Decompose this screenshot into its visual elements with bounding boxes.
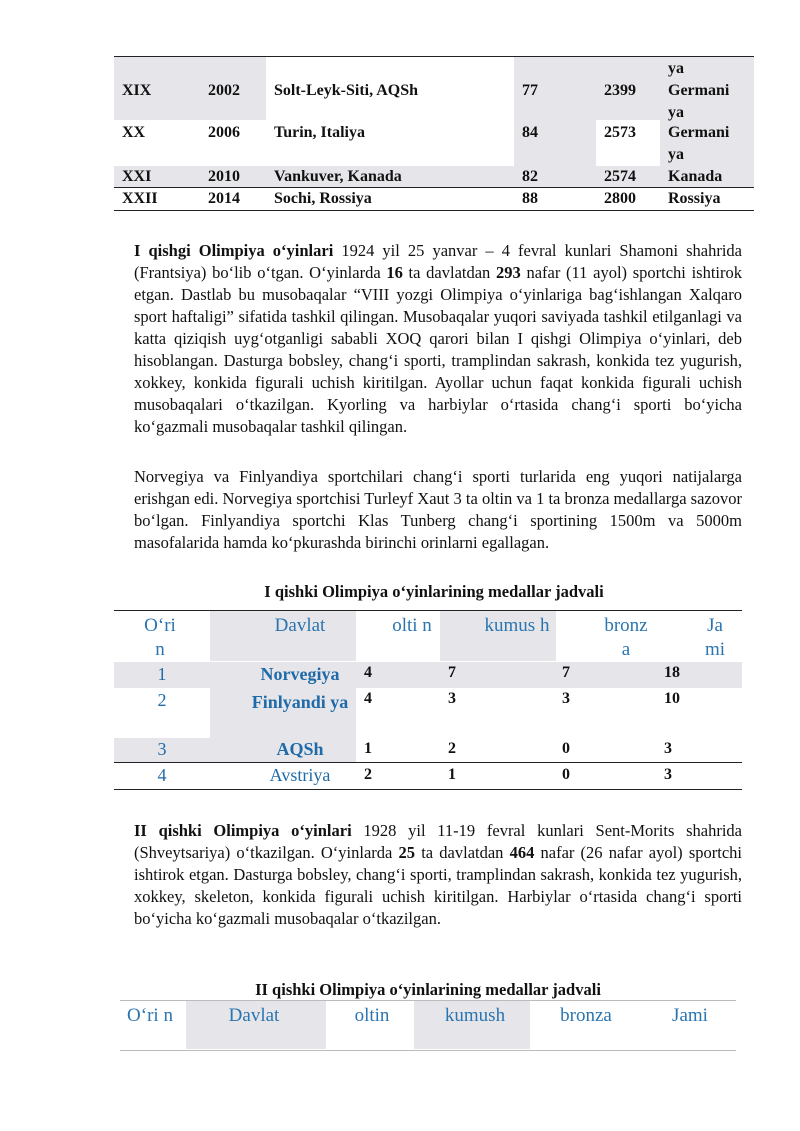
cell-countries: [514, 56, 596, 60]
table-row: [114, 76, 746, 124]
cell-city: [266, 56, 514, 60]
cell-leader: Rossiya: [668, 190, 721, 207]
cell-city: Solt-Leyk-Siti, AQSh: [274, 82, 419, 99]
cell-athletes: 2399: [604, 82, 636, 99]
table-row: [114, 118, 746, 166]
cell-total: 3: [664, 740, 672, 757]
cell-leader: ya: [668, 60, 684, 77]
table-caption: II qishki Olimpiya o‘yinlarining medallar jadvali: [255, 980, 601, 999]
table-row: [114, 184, 754, 210]
cell-countries: 77: [522, 82, 538, 99]
cell-countries: 88: [522, 190, 538, 207]
header-country: Davlat: [274, 615, 326, 636]
cell-bronze: 7: [562, 664, 570, 681]
cell-city: Vankuver, Kanada: [274, 168, 402, 185]
table-border-bottom: [120, 1050, 736, 1051]
header-country: Davlat: [228, 1005, 280, 1026]
cell-rank: 2: [157, 690, 167, 710]
header-rank: O‘ri n: [144, 615, 176, 660]
cell-silver: 7: [448, 664, 456, 681]
cell-country: Norvegiya: [260, 664, 340, 684]
cell-bg: [356, 738, 742, 762]
cell-leader: Kanada: [668, 168, 723, 185]
header-total: Jami: [672, 1005, 708, 1026]
cell-total: 3: [664, 766, 672, 783]
cell-year: 2014: [208, 190, 240, 207]
cell-athletes: 2573: [604, 124, 636, 141]
cell-athletes: 2800: [604, 190, 636, 207]
cell-gold: 4: [364, 690, 372, 707]
athlete-count: 293: [496, 263, 521, 282]
paragraph-results: Norvegiya va Finlyandiya sportchilari chang‘i sporti turlarida eng yuqori natijalarga erishgan edi. Norvegiya sportchisi Turleyf Xaut 3 ta oltin va 1 ta bronza medallarga sazovor bo‘lgan. Finlyandiya sportchi Klas Tunberg chang‘i sportining 1500m va 5000m masofalarida hamda ko‘pkurashda birinchi orinlarni egallagan.: [134, 467, 742, 552]
header-silver: kumush: [444, 1005, 506, 1026]
cell-gold: 4: [364, 664, 372, 681]
cell-num: XX: [122, 124, 146, 141]
cell-rank: 1: [157, 664, 167, 684]
paragraph-heading: I qishgi Olimpiya o‘yinlari: [134, 241, 334, 260]
table-border-bottom: [114, 789, 742, 790]
cell-bronze: 0: [562, 740, 570, 757]
cell-silver: 2: [448, 740, 456, 757]
cell-silver: 1: [448, 766, 456, 783]
cell-countries: 82: [522, 168, 538, 185]
text-span: 1924 yil 25 yanvar – 4 fevral kunlari Shamoni shahrida (Frantsiya) bo‘lib o‘tgan. O‘yinlarda: [134, 241, 742, 282]
cell-total: 18: [664, 664, 680, 681]
cell-city: Turin, Italiya: [274, 124, 365, 141]
cell-num: [114, 56, 200, 60]
cell-rank: 3: [157, 739, 167, 759]
header-total: Ja mi: [704, 615, 726, 660]
cell-total: 10: [664, 690, 680, 707]
cell-year: [200, 56, 266, 60]
cell-bronze: 0: [562, 766, 570, 783]
athlete-count: 464: [509, 843, 535, 862]
text-span: ta davlatdan: [402, 263, 497, 282]
cell-gold: 1: [364, 740, 372, 757]
header-silver: kumus h: [484, 615, 550, 636]
cell-athletes: [596, 56, 660, 60]
paragraph-first-games: [134, 240, 742, 438]
cell-year: 2006: [208, 124, 240, 141]
cell-country: AQSh: [276, 739, 324, 759]
header-gold: olti n: [392, 615, 432, 636]
cell-num: XXII: [122, 190, 158, 207]
header-bronze: bronz a: [604, 615, 648, 660]
text-span: nafar (26 nafar ayol) sportchi ishtirok etgan. Dasturga bobsley, chang‘i sporti, tramplindan sakrash, konkida tez yugurish, xokkey, skeleton, konkida figurali uchish kiritilgan. Harbiylar o‘rtasida chang‘i sporti bo‘yicha ko‘gazmali musobaqalar o‘tkazilgan.: [134, 843, 743, 928]
cell-leader: Germani ya: [668, 82, 730, 121]
paragraph-second-games: [134, 820, 742, 930]
country-count: 25: [398, 843, 416, 862]
table-caption: I qishki Olimpiya o‘yinlarining medallar jadvali: [264, 582, 604, 601]
text-span: ta davlatdan: [415, 843, 510, 862]
text-span: 1928 yil 11-19 fevral kunlari Sent-Morits shahrida (Shveytsariya) o‘tkazilgan. O‘yinlarda: [134, 821, 742, 862]
header-rank: O‘ri n: [127, 1005, 173, 1026]
cell-year: 2010: [208, 168, 240, 185]
cell-countries: 84: [522, 124, 538, 141]
text-span: nafar (11 ayol) sportchi ishtirok etgan. Dastlab bu musobaqalar “VIII yozgi Olimpiya o‘yinlariga bag‘ishlangan Xalqaro sport haftaligi” sifatida tashkil qilingan. Musobaqalar yuqori saviyada tashkil etilganlagi va katta qiziqish uyg‘otganligi sababli XOQ qarori bilan I qishgi Olimpiya o‘yinlari, deb hisoblangan. Dasturga bobsley, chang‘i sporti, tramplindan sakrash, konkida tez yugurish, xokkey, konkida figurali uchish kiritilgan. Ayollar uchun faqat konkida figurali uchish musobaqalari o‘tkazilgan. Kyorling va harbiylar o‘rtasida chang‘i sporti bo‘yicha ko‘gazmali musobaqalar tashkil qilingan.: [134, 263, 743, 436]
cell-bronze: 3: [562, 690, 570, 707]
cell-city: Sochi, Rossiya: [274, 190, 372, 207]
cell-country: Avstriya: [269, 765, 331, 785]
cell-silver: 3: [448, 690, 456, 707]
country-count: 16: [386, 263, 403, 282]
cell-athletes: 2574: [604, 168, 636, 185]
header-bronze: bronza: [560, 1005, 612, 1026]
cell-country: Finlyandi ya: [251, 692, 349, 712]
cell-num: XIX: [122, 82, 152, 99]
table-border-top: [114, 610, 742, 611]
cell-year: 2002: [208, 82, 240, 99]
table-border-bottom: [114, 210, 754, 211]
cell-leader: Germani ya: [668, 124, 730, 163]
cell-num: XXI: [122, 168, 152, 185]
cell-gold: 2: [364, 766, 372, 783]
row-divider: [114, 762, 742, 763]
cell-rank: 4: [157, 765, 167, 785]
header-gold: oltin: [354, 1005, 390, 1026]
paragraph-heading: II qishki Olimpiya o‘yinlari: [134, 821, 352, 840]
